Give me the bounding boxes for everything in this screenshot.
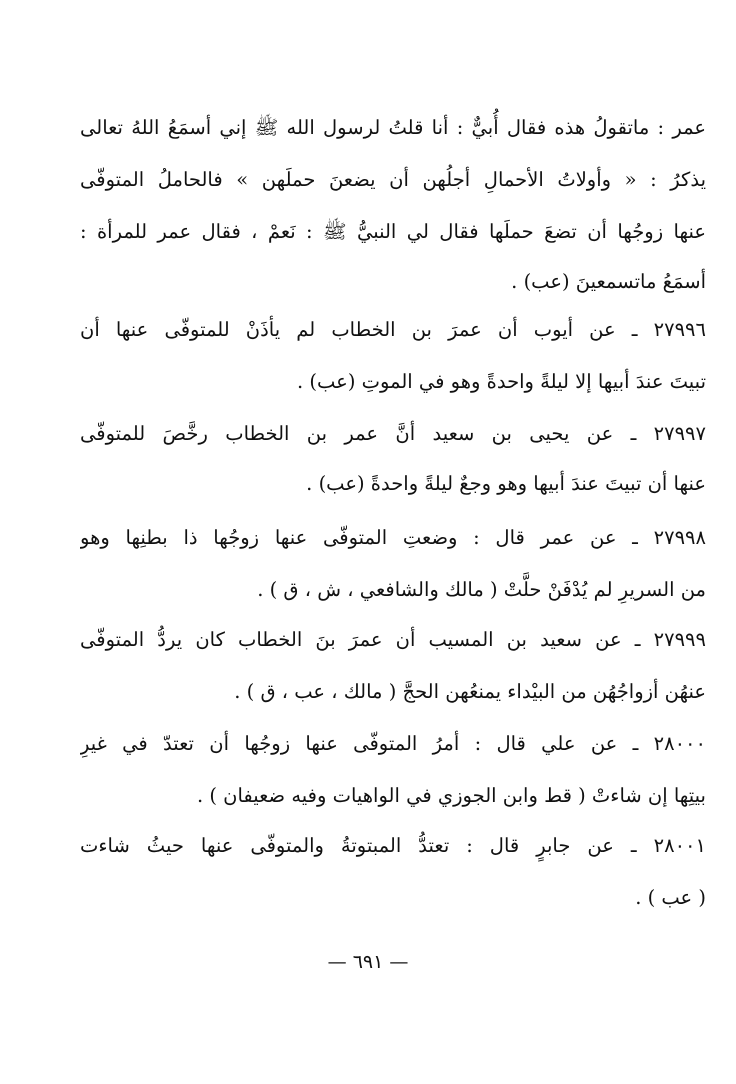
- text-line: عمر : ماتقولُ هذه فقال أُبيٌّ : أنا قلتُ لرسول الله ﷺ إني أسمَعُ اللهُ تعالى: [80, 116, 706, 139]
- text-line: تبيتَ عندَ أبيها إلا ليلةً واحدةً وهو في الموتِ (عب) .: [297, 370, 706, 393]
- text-line: ٢٧٩٩٦ ـ عن أيوب أن عمرَ بن الخطاب لم يأذَنْ للمتوفّى عنها أن: [80, 318, 706, 341]
- text-line: ( عب ) .: [635, 886, 706, 909]
- text-line: عنها أن تبيتَ عندَ أبيها وهو وجعٌ ليلةً واحدةً (عب) .: [306, 472, 706, 495]
- text-line: أسمَعُ ماتسمعينَ (عب) .: [511, 270, 706, 293]
- text-line: بيتِها إن شاءتْ ( قط وابن الجوزي في الواهيات وفيه ضعيفان ) .: [196, 784, 706, 807]
- text-line: ٢٨٠٠٠ ـ عن علي قال : أمرُ المتوفّى عنها زوجُها أن تعتدّ في غيرِ: [80, 732, 706, 755]
- text-line: من السريرِ لم يُدْفَنْ حلَّتْ ( مالك والشافعي ، ش ، ق ) .: [257, 578, 706, 601]
- text-line: ٢٧٩٩٩ ـ عن سعيد بن المسيب أن عمرَ بنَ الخطاب كان يردُّ المتوفّى: [80, 628, 706, 651]
- text-line: عنها زوجُها أن تضعَ حملَها فقال لي النبيُّ ﷺ : نَعمْ ، فقال عمر للمرأة :: [80, 220, 706, 243]
- text-line: يذكرُ : « وأولاتُ الأحمالِ أجلُهن أن يضعنَ حملَهن » فالحاملُ المتوفّى: [80, 168, 706, 191]
- text-line: ٢٧٩٩٨ ـ عن عمر قال : وضعتِ المتوفّى عنها زوجُها ذا بطنِها وهو: [80, 526, 706, 549]
- text-line: ٢٧٩٩٧ ـ عن يحيى بن سعيد أنَّ عمر بن الخطاب رخَّصَ للمتوفّى: [80, 422, 706, 445]
- text-line: ٢٨٠٠١ ـ عن جابرٍ قال : تعتدُّ المبتوتةُ والمتوفّى عنها حيثُ شاءت: [80, 834, 706, 857]
- text-line: عنهُن أزواجُهُن من البيْداء يمنعُهن الحجَّ ( مالك ، عب ، ق ) .: [234, 680, 706, 703]
- page-number: — ٦٩١ —: [327, 951, 409, 973]
